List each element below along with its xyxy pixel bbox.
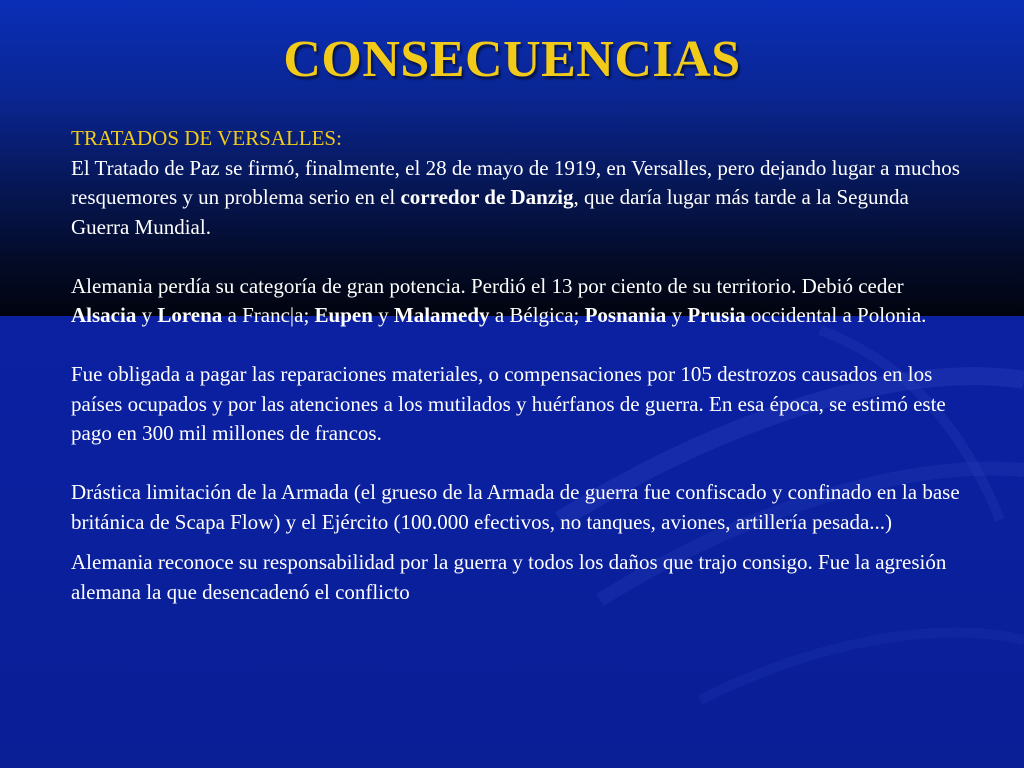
bold-term: corredor de Danzig bbox=[400, 185, 574, 209]
bold-term: Prusia bbox=[687, 303, 746, 327]
paragraph-spacer bbox=[71, 449, 971, 479]
paragraph-spacer bbox=[71, 331, 971, 361]
paragraph-spacer bbox=[71, 242, 971, 272]
slide-title: CONSECUENCIAS bbox=[283, 31, 741, 88]
text-run: occidental a Polonia. bbox=[745, 303, 927, 327]
section-heading: TRATADOS DE VERSALLES: bbox=[71, 126, 342, 150]
bold-term: Eupen bbox=[314, 303, 373, 327]
bold-term: Alsacia bbox=[71, 303, 137, 327]
text-run: , que daría lugar más tarde a la Segunda Guerra Mundial. bbox=[71, 185, 909, 239]
text-run: a Bélgica; bbox=[489, 303, 585, 327]
text-run: y bbox=[666, 303, 688, 327]
text-run: y bbox=[136, 303, 158, 327]
paragraph-responsibility: Alemania reconoce su responsabilidad por la guerra y todos los daños que trajo consigo. Fue la agresión alemana la que desencadenó el conflicto bbox=[71, 550, 947, 604]
text-run: a Franc|a; bbox=[222, 303, 315, 327]
text-run: El Tratado de Paz se firmó, finalmente, el 28 de mayo de 1919, en Versalles, pero dejando lugar a muchos resquemores y un problema serio en el bbox=[71, 155, 960, 209]
paragraph-reparations: Fue obligada a pagar las reparaciones materiales, o compensaciones por 105 destrozos causados en los países ocupados y por las atenciones a los mutilados y huérfanos de guerra. En esa época, se estimó este pago en 300 mil millones de francos. bbox=[71, 362, 946, 445]
text-run: y bbox=[372, 303, 394, 327]
paragraph-treaty bbox=[71, 154, 971, 243]
paragraph-military: Drástica limitación de la Armada (el grueso de la Armada de guerra fue confiscado y confinado en la base británica de Scapa Flow) y el Ejército (100.000 efectivos, no tanques, aviones, artillería pesada...) bbox=[71, 480, 960, 534]
bold-term: Malamedy bbox=[393, 303, 490, 327]
slide-body bbox=[71, 124, 971, 607]
bold-term: Lorena bbox=[157, 303, 223, 327]
paragraph-spacer bbox=[71, 537, 971, 548]
paragraph-territory bbox=[71, 272, 971, 331]
text-run: Alemania perdía su categoría de gran potencia. Perdió el 13 por ciento de su territorio. Debió ceder bbox=[71, 273, 904, 298]
bold-term: Posnania bbox=[584, 303, 667, 327]
